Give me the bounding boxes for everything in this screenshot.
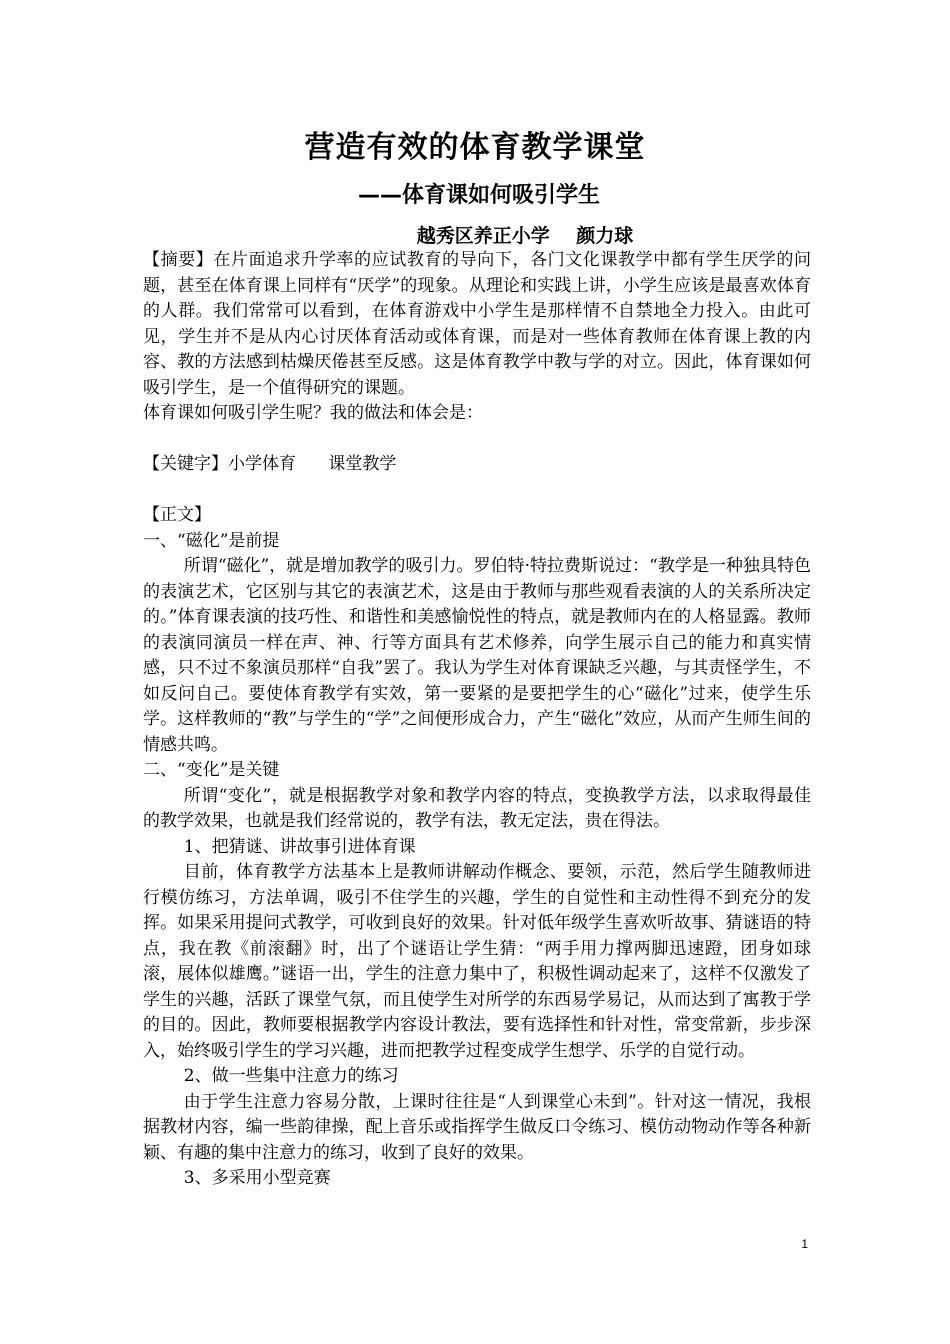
page-number: 1 bbox=[801, 1237, 808, 1251]
body-label: 【正文】 bbox=[143, 505, 211, 525]
keywords-line: 【关键字】小学体育 课堂教学 bbox=[143, 454, 397, 474]
subsection-heading-2: 2、做一些集中注意力的练习 bbox=[183, 1066, 399, 1086]
section-heading-1: 一、“磁化”是前提 bbox=[143, 530, 280, 551]
abstract-followup: 体育课如何吸引学生呢？我的做法和体会是： bbox=[143, 403, 483, 423]
section-heading-2: 二、“变化”是关键 bbox=[143, 760, 280, 780]
subsection-paragraph-1: 目前，体育教学方法基本上是教师讲解动作概念、要领，示范，然后学生随教师进行模仿练习，方法单调，吸引不住学生的兴趣，学生的自觉性和主动性得不到充分的发挥。如果采用提问式教学，可收到良好的效果。针对低年级学生喜欢听故事、猜谜语的特点，我在教《前滚翻》时，出了个谜语让学生猜：“两手用力撑两脚迅速蹬，团身如球滚，展体似雄鹰。”谜语一出，学生的注意力集中了，积极性调动起来了，这样不仅激发了学生的兴趣，活跃了课堂气氛，而且使学生对所学的东西易学易记，从而达到了寓教于学的目的。因此，教师要根据教学内容设计教法，要有选择性和针对性，常变常新，步步深入，始终吸引学生的学习兴趣，进而把教学过程变成学生想学、乐学的自觉行动。 bbox=[143, 862, 811, 1061]
blank-line bbox=[143, 427, 811, 453]
author-line: 越秀区养正小学 颜力球 bbox=[416, 225, 634, 247]
document-subtitle: ——体育课如何吸引学生 bbox=[357, 183, 600, 208]
subsection-heading-3: 3、多采用小型竞赛 bbox=[183, 1168, 331, 1188]
document-body bbox=[143, 248, 811, 1192]
subsection-heading-1: 1、把猜谜、讲故事引进体育课 bbox=[183, 836, 416, 857]
section-paragraph-2: 所谓“变化”，就是根据教学对象和教学内容的特点，变换教学方法，以求取得最佳的教学效果，也就是我们经常说的，教学有法，教无定法，贵在得法。 bbox=[143, 785, 811, 831]
abstract-paragraph: 【摘要】在片面追求升学率的应试教育的导向下，各门文化课教学中都有学生厌学的问题，甚至在体育课上同样有“厌学”的现象。从理论和实践上讲，小学生应该是最喜欢体育的人群。我们常常可以看到，在体育游戏中小学生是那样情不自禁地全力投入。由此可见，学生并不是从内心讨厌体育活动或体育课，而是对一些体育教师在体育课上教的内容、教的方法感到枯燥厌倦甚至反感。这是体育教学中教与学的对立。因此，体育课如何吸引学生，是一个值得研究的课题。 bbox=[143, 250, 811, 398]
section-paragraph-1: 所谓“磁化”，就是增加教学的吸引力。罗伯特·特拉费斯说过：“教学是一种独具特色的表演艺术，它区别与其它的表演艺术，这是由于教师与那些观看表演的人的关系所决定的。”体育课表演的技巧性、和谐性和美感愉悦性的特点，就是教师内在的人格显露。教师的表演同演员一样在声、神、行等方面具有艺术修养，向学生展示自己的能力和真实情感，只不过不象演员那样“自我”罢了。我认为学生对体育课缺乏兴趣，与其责怪学生，不如反问自己。要使体育教学有实效，第一要紧的是要把学生的心“磁化”过来，使学生乐学。这样教师的“教”与学生的“学”之间便形成合力，产生“磁化”效应，从而产生师生间的情感共鸣。 bbox=[143, 556, 811, 755]
document-title: 营造有效的体育教学课堂 bbox=[304, 130, 646, 165]
subsection-paragraph-2: 由于学生注意力容易分散，上课时往往是“人到课堂心未到”。针对这一情况，我根据教材内容，编一些韵律操，配上音乐或指挥学生做反口令练习、模仿动物动作等各种新颖、有趣的集中注意力的练习，收到了良好的效果。 bbox=[143, 1091, 811, 1163]
blank-line bbox=[143, 478, 811, 504]
